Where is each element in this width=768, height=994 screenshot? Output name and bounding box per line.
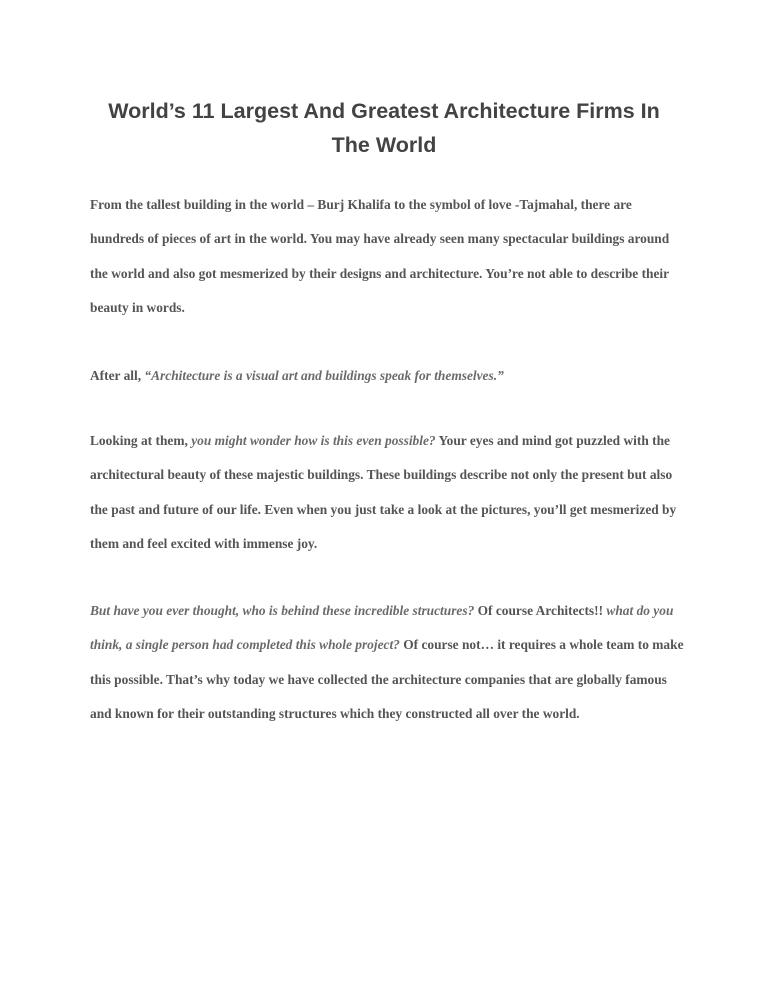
looking-italic-question: you might wonder how is this even possible? xyxy=(191,433,436,448)
paragraph-looking xyxy=(90,424,686,562)
looking-body-text: Your eyes and mind got puzzled with the architectural beauty of these majestic buildings. These buildings describe not only the present but also the past and future of our life. Even when you just take a look at the pictures, you’ll get mesmerized by them and feel excited with immense joy. xyxy=(90,433,677,552)
paragraph-intro: From the tallest building in the world – Burj Khalifa to the symbol of love -Tajmahal, there are hundreds of pieces of art in the world. You may have already seen many spectacular buildings around the world and also got mesmerized by their designs and architecture. You’re not able to describe their beauty in words. xyxy=(90,197,670,316)
document-title: World’s 11 Largest And Greatest Architecture Firms In The World xyxy=(108,99,660,157)
architects-italic-question-2: what do you think, a single person had completed this whole project? xyxy=(90,603,674,653)
paragraph-quote xyxy=(90,359,686,393)
architects-text-2: Of course not… it requires a whole team to make this possible. That’s why today we have collected the architecture companies that are globally famous and known for their outstanding structures which they constructed all over the world. xyxy=(90,637,684,722)
architects-italic-question-1: But have you ever thought, who is behind these incredible structures? xyxy=(90,603,475,618)
looking-lead-text: Looking at them, xyxy=(90,433,192,448)
architects-text-1: Of course Architects!! xyxy=(474,603,607,618)
quote-lead-text: After all, xyxy=(90,368,145,383)
architecture-quote: “Architecture is a visual art and buildings speak for themselves.” xyxy=(144,368,504,383)
paragraph-architects xyxy=(90,594,686,732)
